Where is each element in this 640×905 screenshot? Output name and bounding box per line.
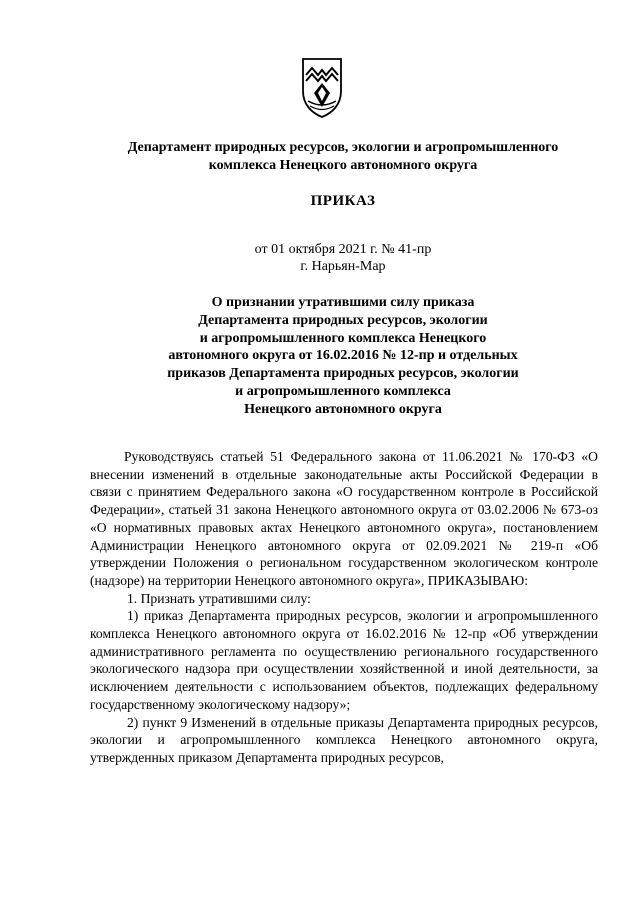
order-subitem-1: 1) приказ Департамента природных ресурсов, экологии и агропромышленного комплекса Ненецкого автономного округа от 16.02.2016 № 12-пр «Об утверждении административного регламента по осуществлению регионального государственного экологического надзора при осуществлении хозяйственной и иной деятельности, за исключением деятельности с использованием объектов, подлежащих федеральному государственному экологическому надзору»; — [90, 608, 598, 712]
order-subject — [90, 294, 596, 419]
subject-line: Департамента природных ресурсов, экологии — [198, 312, 488, 328]
subject-line: Ненецкого автономного округа — [244, 401, 442, 417]
subject-line: О признании утратившими силу приказа — [211, 295, 475, 310]
order-body — [90, 448, 598, 767]
subject-line: автономного округа от 16.02.2016 № 12-пр и отдельных — [168, 348, 518, 364]
subject-line: и агропромышленного комплекса — [235, 383, 451, 399]
order-date-block — [90, 241, 596, 275]
coat-of-arms-emblem — [300, 57, 344, 119]
department-name — [90, 139, 596, 175]
subject-line: приказов Департамента природных ресурсов, экологии — [167, 366, 519, 382]
preamble-paragraph: Руководствуясь статьей 51 Федерального закона от 11.06.2021 № 170-ФЗ «О внесении изменений в отдельные законодательные акты Российской Федерации в связи с принятием Федерального закона «О государственном контроле в Российской Федерации», статьей 31 закона Ненецкого автономного округа от 03.02.2006 № 673-оз «О нормативных правовых актах Ненецкого автономного округа», постановлением Администрации Ненецкого автономного округа от 02.09.2021 № 219-п «Об утверждении Положения о региональном государственном экологическом контроле (надзоре) на территории Ненецкого автономного округа», ПРИКАЗЫВАЮ: — [90, 449, 598, 588]
order-place: г. Нарьян-Мар — [300, 259, 386, 274]
department-line: Департамент природных ресурсов, экологии и агропромышленного — [127, 140, 559, 155]
department-line: комплекса Ненецкого автономного округа — [208, 158, 478, 173]
order-subitem-2: 2) пункт 9 Изменений в отдельные приказы Департамента природных ресурсов, экологии и агропромышленного комплекса Ненецкого автономного округа, утвержденных приказом Департамента природных ресурсов, — [90, 714, 598, 765]
order-title: ПРИКАЗ — [310, 193, 376, 209]
order-date: от 01 октября 2021 г. № 41-пр — [254, 242, 432, 257]
order-item-1: 1. Признать утратившими силу: — [127, 590, 311, 606]
subject-line: и агропромышленного комплекса Ненецкого — [199, 330, 487, 346]
